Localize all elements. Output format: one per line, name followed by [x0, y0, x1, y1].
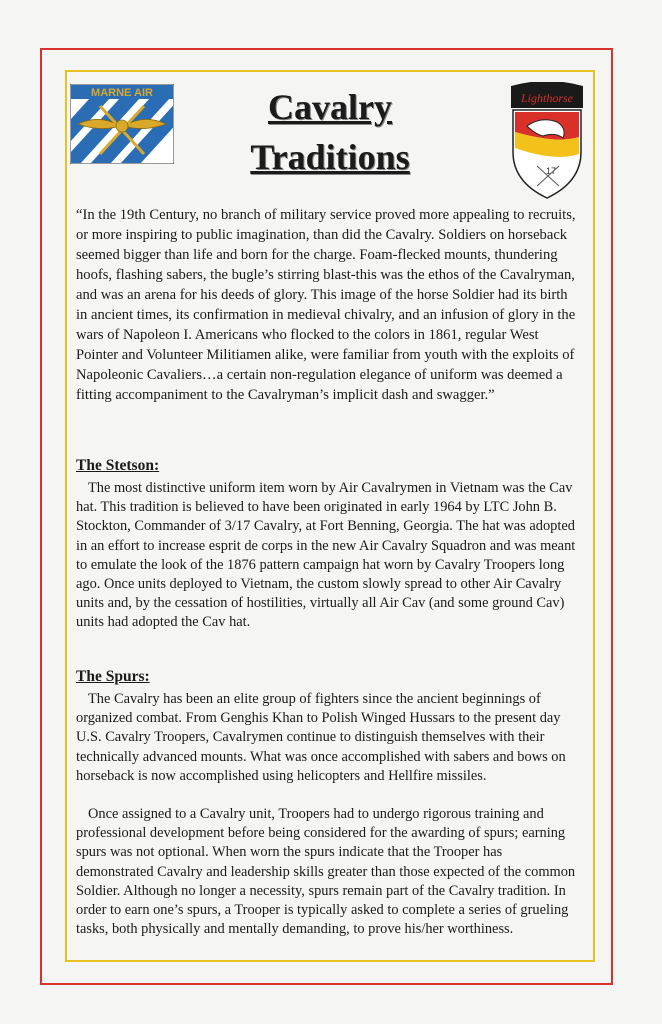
- spurs-heading: The Spurs:: [76, 668, 150, 685]
- spurs-paragraph-1: The Cavalry has been an elite group of fighters since the ancient beginnings of organized combat. From Genghis Khan to Polish Winged Hussars to the present day U.S. Cavalry Troopers, Cavalrymen continue to distinguish themselves with their technically advanced mounts. What was once accomplished with sabers and bows on horseback is now accomplished using helicopters and Hellfire missiles.: [76, 691, 566, 784]
- intro-quote: “In the 19th Century, no branch of military service proved more appealing to recruits, or more inspiring to public imagination, than did the Cavalry. Soldiers on horseback seemed bigger than life and born for the charge. Foam-flecked mounts, thundering hoofs, flashing sabers, the bugle’s stirring blast-this was the ethos of the Cavalryman, and was an arena for his deeds of glory. This image of the horse Soldier had its birth in ancient times, its confirmation in medieval chivalry, and an infusion of glory in the wars of Napoleon I. Americans who flocked to the colors in 1861, regular West Pointer and Volunteer Militiamen alike, were familiar from youth with the exploits of Napoleonic Cavaliers…a certain non-regulation elegance of uniform was deemed a fitting accompaniment to the Cavalryman’s implicit dash and swagger.”: [76, 207, 576, 403]
- title-line-2: Traditions: [250, 137, 410, 177]
- stetson-heading: The Stetson:: [76, 457, 160, 474]
- marne-air-label: MARNE AIR: [91, 87, 153, 99]
- page-title: [180, 82, 480, 182]
- lighthorse-shield-icon: [507, 82, 587, 202]
- marne-air-badge-icon: [70, 84, 174, 164]
- spurs-paragraph-2: Once assigned to a Cavalry unit, Troopers had to undergo rigorous training and professional development before being considered for the awarding of spurs; earning spurs was not optional. When worn the spurs indicate that the Trooper has demonstrated Cavalry and leadership skills greater than those expected of the common Soldier. Although no longer a necessity, spurs remain part of the Cavalry tradition. In order to earn one’s spurs, a Trooper is typically asked to complete a series of grueling tasks, both physically and mentally demanding, to prove his/her worthiness.: [76, 806, 576, 938]
- stetson-paragraph: The most distinctive uniform item worn by Air Cavalrymen in Vietnam was the Cav hat. This tradition is believed to have been originated in early 1964 by LTC John B. Stockton, Commander of 3/17 Cavalry, at Fort Benning, Georgia. The hat was adopted in an effort to increase esprit de corps in the new Air Cavalry Squadron and was meant to emulate the look of the 1876 pattern campaign hat worn by Cavalry Troopers long ago. Once units deployed to Vietnam, the custom slowly spread to other Air Cavalry units and, by the cessation of hostilities, virtually all Air Cav (and some ground Cav) units had adopted the Cav hat.: [76, 480, 576, 631]
- title-line-1: Cavalry: [268, 87, 392, 127]
- lighthorse-number: 17: [545, 166, 557, 176]
- lighthorse-label: Lighthorse: [520, 91, 574, 105]
